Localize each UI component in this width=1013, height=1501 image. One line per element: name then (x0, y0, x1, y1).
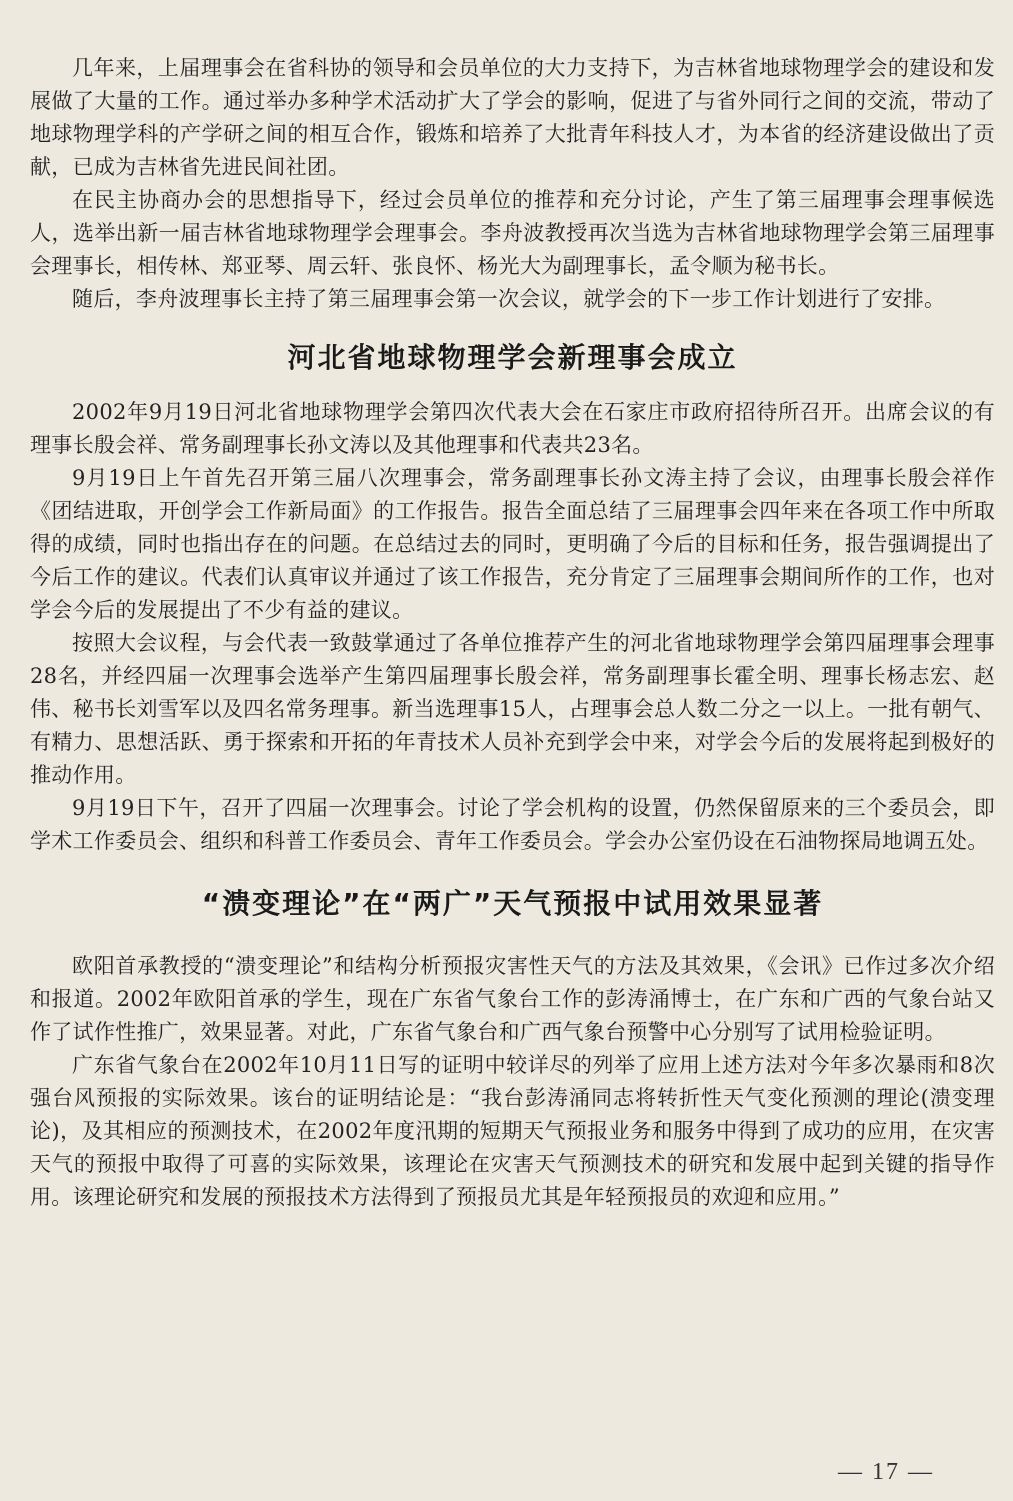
article-title-weather: “溃变理论”在“两广”天气预报中试用效果显著 (201, 887, 824, 920)
page-number: — 17 — (838, 1459, 934, 1485)
page-body (30, 52, 995, 1214)
paragraph: 随后，李舟波理事长主持了第三届理事会第一次会议，就学会的下一步工作计划进行了安排。 (72, 287, 946, 311)
paragraph: 9月19日下午，召开了四届一次理事会。讨论了学会机构的设置，仍然保留原来的三个委员会，即学术工作委员会、组织和科普工作委员会、青年工作委员会。学会办公室仍设在石油物探局地调五处。 (30, 796, 995, 853)
paragraph: 在民主协商办会的思想指导下，经过会员单位的推荐和充分讨论，产生了第三届理事会理事候选人，选举出新一届吉林省地球物理学会理事会。李舟波教授再次当选为吉林省地球物理学会第三届理事会理事长，相传林、郑亚琴、周云轩、张良怀、杨光大为副理事长，孟令顺为秘书长。 (30, 188, 995, 278)
paragraph: 广东省气象台在2002年10月11日写的证明中较详尽的列举了应用上述方法对今年多次暴雨和8次强台风预报的实际效果。该台的证明结论是：“我台彭涛涌同志将转折性天气变化预测的理论(溃变理论)，及其相应的预测技术，在2002年度汛期的短期天气预报业务和服务中得到了成功的应用，在灾害天气的预报中取得了可喜的实际效果，该理论在灾害天气预测技术的研究和发展中起到关键的指导作用。该理论研究和发展的预报技术方法得到了预报员尤其是年轻预报员的欢迎和应用。” (30, 1053, 995, 1209)
paragraph: 欧阳首承教授的“溃变理论”和结构分析预报灾害性天气的方法及其效果，《会讯》已作过多次介绍和报道。2002年欧阳首承的学生，现在广东省气象台工作的彭涛涌博士，在广东和广西的气象台站又作了试作性推广，效果显著。对此，广东省气象台和广西气象台预警中心分别写了试用检验证明。 (30, 954, 995, 1044)
paragraph: 9月19日上午首先召开第三届八次理事会，常务副理事长孙文涛主持了会议，由理事长殷会祥作《团结进取，开创学会工作新局面》的工作报告。报告全面总结了三届理事会四年来在各项工作中所取得的成绩，同时也指出存在的问题。在总结过去的同时，更明确了今后的目标和任务，报告强调提出了今后工作的建议。代表们认真审议并通过了该工作报告，充分肯定了三届理事会期间所作的工作，也对学会今后的发展提出了不少有益的建议。 (30, 466, 995, 622)
section-jilin-report (30, 52, 995, 316)
section-weather-report (30, 950, 995, 1214)
paragraph: 按照大会议程，与会代表一致鼓掌通过了各单位推荐产生的河北省地球物理学会第四届理事会理事28名，并经四届一次理事会选举产生第四届理事长殷会祥，常务副理事长霍全明、理事长杨志宏、赵伟、秘书长刘雪军以及四名常务理事。新当选理事15人，占理事会总人数二分之一以上。一批有朝气、有精力、思想活跃、勇于探索和开拓的年青技术人员补充到学会中来，对学会今后的发展将起到极好的推动作用。 (30, 631, 995, 787)
article-title-hebei: 河北省地球物理学会新理事会成立 (287, 341, 738, 374)
paragraph: 2002年9月19日河北省地球物理学会第四次代表大会在石家庄市政府招待所召开。出席会议的有理事长殷会祥、常务副理事长孙文涛以及其他理事和代表共23名。 (30, 400, 995, 457)
section-hebei-report (30, 396, 995, 858)
paragraph: 几年来，上届理事会在省科协的领导和会员单位的大力支持下，为吉林省地球物理学会的建设和发展做了大量的工作。通过举办多种学术活动扩大了学会的影响，促进了与省外同行之间的交流，带动了地球物理学科的产学研之间的相互合作，锻炼和培养了大批青年科技人才，为本省的经济建设做出了贡献，已成为吉林省先进民间社团。 (30, 56, 995, 179)
